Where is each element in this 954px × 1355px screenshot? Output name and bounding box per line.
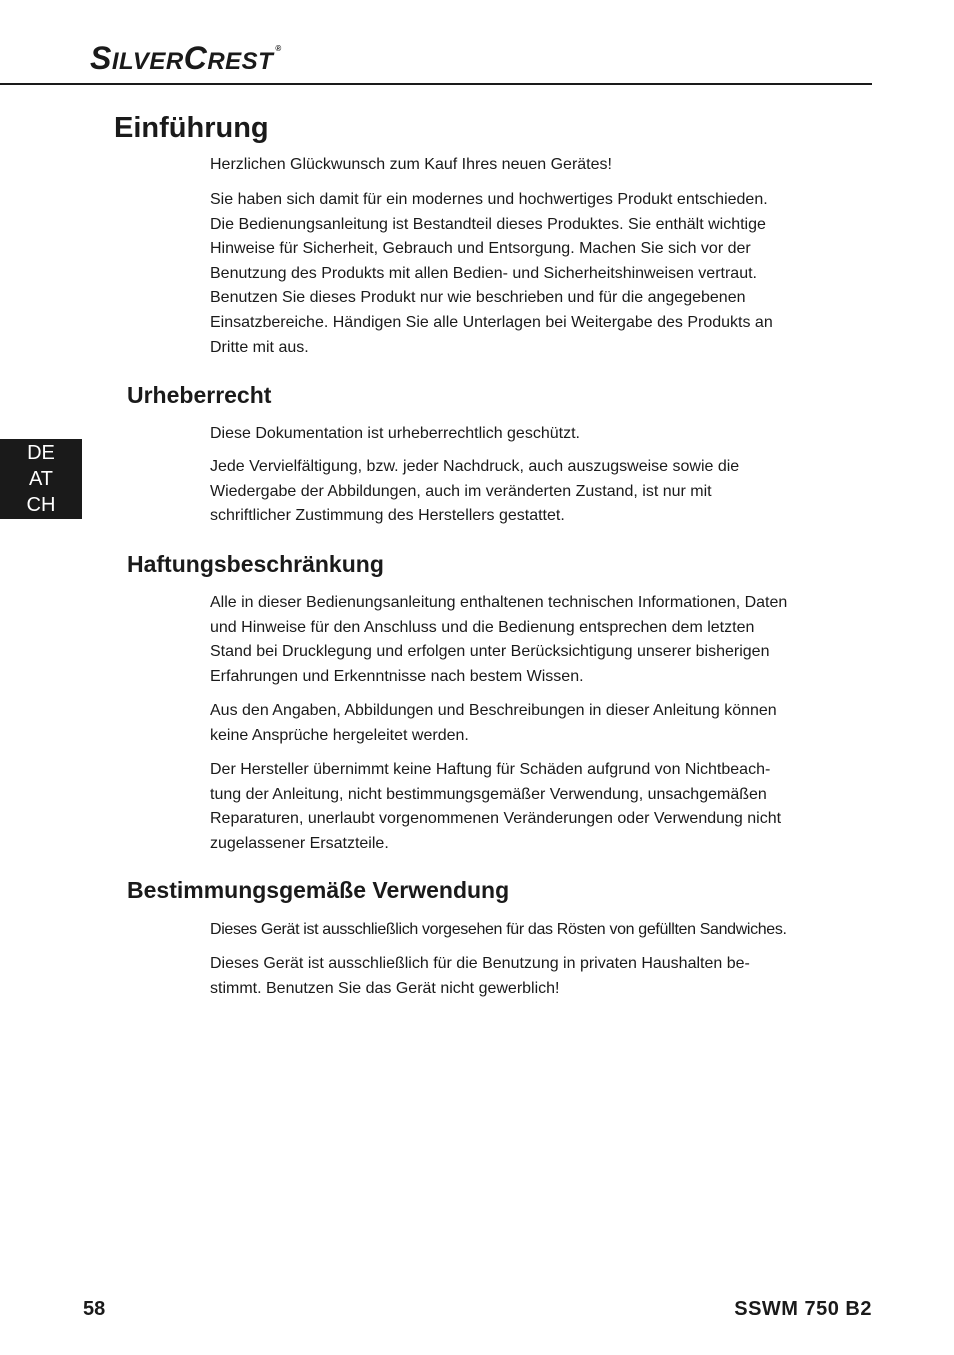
copyright-paragraph-1 [210, 422, 842, 447]
text-line: stimmt. Benutzen Sie das Gerät nicht gewerblich! [210, 979, 560, 997]
section-title-copyright: Urheberrecht [127, 382, 272, 408]
liability-paragraph-3 [210, 758, 842, 856]
text-line: Aus den Angaben, Abbildungen und Beschreibungen in dieser Anleitung können [210, 702, 777, 719]
logo-rest: REST [207, 48, 274, 75]
copyright-paragraph-2 [210, 455, 842, 529]
text-line: Diese Dokumentation ist urheberrechtlich geschützt. [210, 425, 580, 442]
section-title-liability: Haftungsbeschränkung [127, 551, 384, 577]
text-line: Wiedergabe der Abbildungen, auch im veränderten Zustand, ist nur mit [210, 482, 712, 500]
text-line: Herzlichen Glückwunsch zum Kauf Ihres neuen Gerätes! [210, 156, 612, 173]
text-line: Benutzen Sie dieses Produkt nur wie beschrieben und für die angegebenen [210, 289, 746, 307]
text-line: Der Hersteller übernimmt keine Haftung für Schäden aufgrund von Nichtbeach- [210, 761, 771, 778]
text-line: Dieses Gerät ist ausschließlich für die Benutzung in privaten Haushalten be- [210, 955, 750, 972]
text-line: Stand bei Drucklegung und erfolgen unter Berücksichtigung unserer bisherigen [210, 643, 770, 661]
language-at: AT [28, 468, 54, 490]
text-line: schriftlicher Zustimmung des Herstellers gestattet. [210, 507, 565, 525]
liability-paragraph-2 [210, 699, 842, 748]
text-line: Sie haben sich damit für ein modernes und hochwertiges Produkt entschieden. [210, 191, 768, 208]
language-tab [0, 439, 82, 519]
intended-use-paragraph-1 [210, 918, 842, 943]
logo-ilver: ILVER [111, 48, 184, 75]
text-line: Einsatzbereiche. Händigen Sie alle Unterlagen bei Weitergabe des Produkts an [210, 313, 773, 331]
language-ch: CH [26, 494, 56, 516]
text-line: Erfahrungen und Erkenntnisse nach bestem Wissen. [210, 667, 584, 685]
liability-paragraph-1 [210, 591, 842, 689]
header-rule [0, 83, 872, 85]
text-line: Reparaturen, unerlaubt vorgenommenen Veränderungen oder Verwendung nicht [210, 810, 782, 828]
logo-letter-c: C [183, 40, 208, 76]
intro-paragraph-1 [210, 153, 842, 178]
language-de: DE [27, 442, 55, 464]
registered-mark: ® [275, 44, 282, 53]
intended-use-paragraph-2 [210, 952, 842, 1001]
text-line: keine Ansprüche hergeleitet werden. [210, 726, 469, 744]
logo-letter-s: S [90, 40, 112, 76]
model-number: SSWM 750 B2 [734, 1298, 872, 1320]
text-line: Dritte mit aus. [210, 338, 309, 356]
silvercrest-logo [90, 40, 282, 77]
section-title-intended-use: Bestimmungsgemäße Verwendung [127, 877, 510, 903]
text-line: tung der Anleitung, nicht bestimmungsgemäßer Verwendung, unsachgemäßen [210, 785, 767, 803]
intro-paragraph-2 [210, 188, 842, 360]
text-line: Alle in dieser Bedienungsanleitung enthaltenen technischen Informationen, Daten [210, 594, 788, 611]
page-number: 58 [83, 1298, 106, 1320]
text-line: zugelassener Ersatzteile. [210, 834, 389, 852]
section-title-introduction: Einführung [114, 112, 269, 144]
text-line: Hinweise für Sicherheit, Gebrauch und Entsorgung. Machen Sie sich vor der [210, 240, 751, 258]
text-line: und Hinweise für den Anschluss und die Bedienung entsprechen dem letzten [210, 618, 755, 636]
text-line: Jede Vervielfältigung, bzw. jeder Nachdruck, auch auszugsweise sowie die [210, 458, 740, 475]
text-line: Die Bedienungsanleitung ist Bestandteil dieses Produktes. Sie enthält wichtige [210, 215, 766, 233]
text-line: Benutzung des Produkts mit allen Bedien- und Sicherheitshinweisen vertraut. [210, 264, 757, 282]
text-line: Dieses Gerät ist ausschließlich vorgesehen für das Rösten von gefüllten Sandwiches. [210, 921, 787, 938]
